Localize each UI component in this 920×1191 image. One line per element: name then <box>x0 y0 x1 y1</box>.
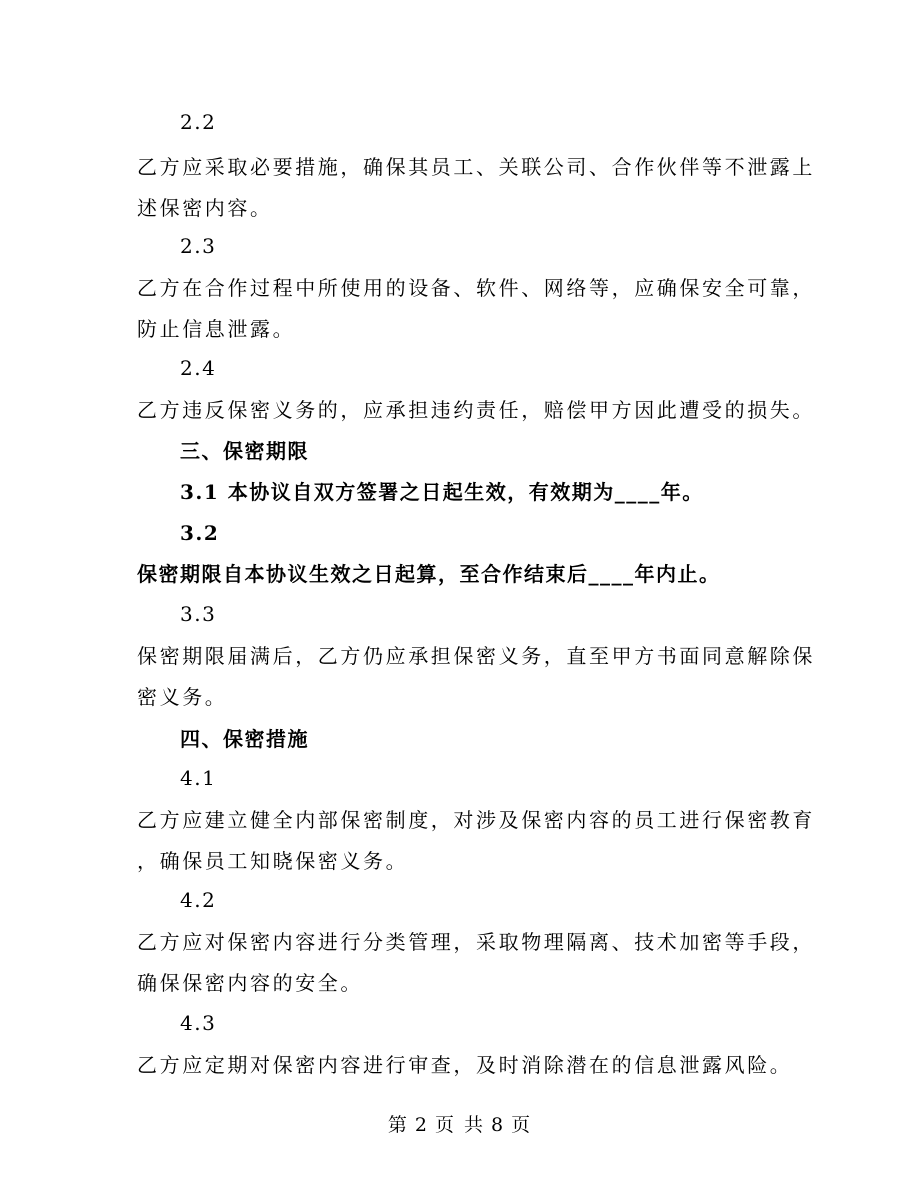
clause-4-1-number: 4.1 <box>180 766 217 790</box>
clause-2-2-text-line1: 乙方应采取必要措施，确保其员工、关联公司、合作伙伴等不泄露上 <box>137 155 815 179</box>
clause-2-3-number: 2.3 <box>180 234 217 258</box>
clause-2-4-text-line1: 乙方违反保密义务的，应承担违约责任，赔偿甲方因此遭受的损失。 <box>137 398 815 422</box>
section-3-heading: 三、保密期限 <box>180 439 309 463</box>
clause-4-1-text-line1: 乙方应建立健全内部保密制度，对涉及保密内容的员工进行保密教育 <box>137 808 815 832</box>
clause-2-2-text-line2: 述保密内容。 <box>137 196 273 220</box>
clause-3-3-text-line2: 密义务。 <box>137 685 228 709</box>
clause-4-3-number: 4.3 <box>180 1011 217 1035</box>
clause-4-3-text-line1: 乙方应定期对保密内容进行审查，及时消除潜在的信息泄露风险。 <box>137 1053 793 1077</box>
clause-2-3-text-line1: 乙方在合作过程中所使用的设备、软件、网络等，应确保安全可靠， <box>137 276 815 300</box>
footer-prefix: 第 <box>387 1114 409 1136</box>
clause-2-4-number: 2.4 <box>180 356 217 380</box>
footer-middle: 页 共 <box>434 1114 486 1136</box>
footer-current-page: 2 <box>414 1114 429 1136</box>
clause-3-2-number: 3.2 <box>180 521 220 545</box>
section-4-heading: 四、保密措施 <box>180 727 309 751</box>
clause-4-2-text-line2: 确保保密内容的安全。 <box>137 971 363 995</box>
page-footer <box>0 1113 920 1137</box>
footer-suffix: 页 <box>511 1114 533 1136</box>
clause-4-2-number: 4.2 <box>180 888 217 912</box>
clause-4-1-text-line2: ，确保员工知晓保密义务。 <box>137 849 409 873</box>
clause-2-3-text-line2: 防止信息泄露。 <box>137 317 296 341</box>
footer-total-pages: 8 <box>491 1114 506 1136</box>
clause-3-3-number: 3.3 <box>180 602 217 626</box>
clause-3-1-text: 3.1 本协议自双方签署之日起生效，有效期为____年。 <box>180 480 704 504</box>
clause-4-2-text-line1: 乙方应对保密内容进行分类管理，采取物理隔离、技术加密等手段， <box>137 930 815 954</box>
clause-3-2-text-line1: 保密期限自本协议生效之日起算，至合作结束后____年内止。 <box>137 562 721 586</box>
clause-2-2-number: 2.2 <box>180 110 217 134</box>
clause-3-3-text-line1: 保密期限届满后，乙方仍应承担保密义务，直至甲方书面同意解除保 <box>137 644 815 668</box>
